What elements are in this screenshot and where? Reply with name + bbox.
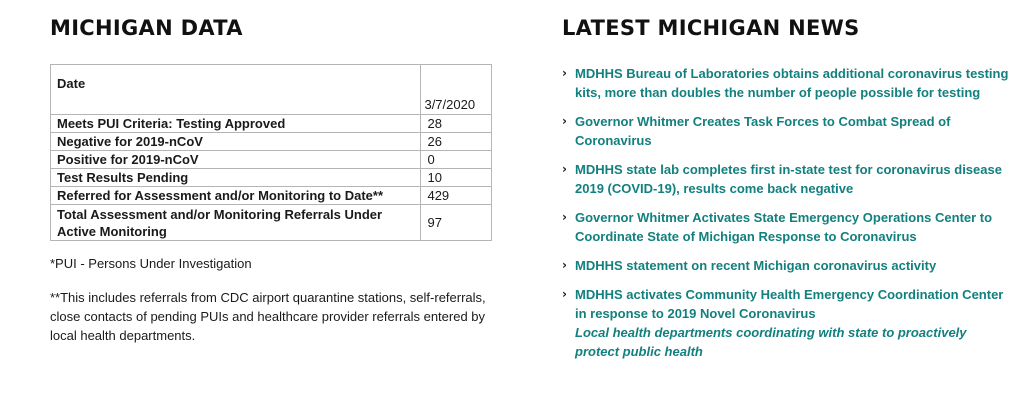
- section-title-news: LATEST MICHIGAN NEWS: [562, 16, 860, 40]
- header-label: Date: [51, 65, 421, 115]
- news-item: [562, 64, 1012, 102]
- chevron-right-icon: ›: [562, 114, 567, 128]
- row-label: Referred for Assessment and/or Monitoring to Date**: [51, 187, 421, 205]
- news-link[interactable]: MDHHS activates Community Health Emergency Coordination Center in response to 2019 Novel Coronavirus: [575, 287, 1004, 321]
- chevron-right-icon: ›: [562, 258, 567, 272]
- news-item: [562, 208, 1012, 246]
- chevron-right-icon: ›: [562, 66, 567, 80]
- news-item: [562, 256, 1012, 275]
- section-title-data: MICHIGAN DATA: [50, 16, 243, 40]
- table-header-row: [51, 65, 492, 115]
- footnote-pui: *PUI - Persons Under Investigation: [50, 256, 252, 271]
- row-label: Test Results Pending: [51, 169, 421, 187]
- news-link[interactable]: MDHHS state lab completes first in-state test for coronavirus disease 2019 (COVID-19), results come back negative: [575, 162, 1002, 196]
- data-table: [50, 64, 492, 241]
- row-value: 10: [421, 169, 492, 187]
- row-value: 97: [421, 205, 492, 241]
- news-link[interactable]: MDHHS statement on recent Michigan coronavirus activity: [575, 258, 937, 273]
- row-value: 0: [421, 151, 492, 169]
- row-value: 429: [421, 187, 492, 205]
- row-value: 28: [421, 115, 492, 133]
- row-label: Total Assessment and/or Monitoring Referrals Under Active Monitoring: [51, 205, 421, 241]
- table-row: [51, 151, 492, 169]
- news-link[interactable]: MDHHS Bureau of Laboratories obtains additional coronavirus testing kits, more than doubles the number of people possible for testing: [575, 66, 1009, 100]
- table-row: [51, 115, 492, 133]
- news-subtitle: Local health departments coordinating with state to proactively protect public health: [575, 325, 967, 359]
- row-label: Positive for 2019-nCoV: [51, 151, 421, 169]
- chevron-right-icon: ›: [562, 287, 567, 301]
- news-list: [562, 64, 1012, 361]
- row-label: Negative for 2019-nCoV: [51, 133, 421, 151]
- table-row: [51, 169, 492, 187]
- news-link[interactable]: Governor Whitmer Activates State Emergency Operations Center to Coordinate State of Michigan Response to Coronavirus: [575, 210, 993, 244]
- row-value: 26: [421, 133, 492, 151]
- chevron-right-icon: ›: [562, 162, 567, 176]
- table-row: [51, 133, 492, 151]
- news-item: [562, 112, 1012, 150]
- table-row: [51, 205, 492, 241]
- news-item: [562, 160, 1012, 198]
- chevron-right-icon: ›: [562, 210, 567, 224]
- table-row: [51, 187, 492, 205]
- news-item: [562, 285, 1012, 361]
- news-link[interactable]: Governor Whitmer Creates Task Forces to Combat Spread of Coronavirus: [575, 114, 951, 148]
- footnote-referrals: **This includes referrals from CDC airport quarantine stations, self-referrals, close contacts of pending PUIs and healthcare provider referrals entered by local health departments.: [50, 290, 486, 343]
- row-label: Meets PUI Criteria: Testing Approved: [51, 115, 421, 133]
- header-date: 3/7/2020: [421, 65, 492, 115]
